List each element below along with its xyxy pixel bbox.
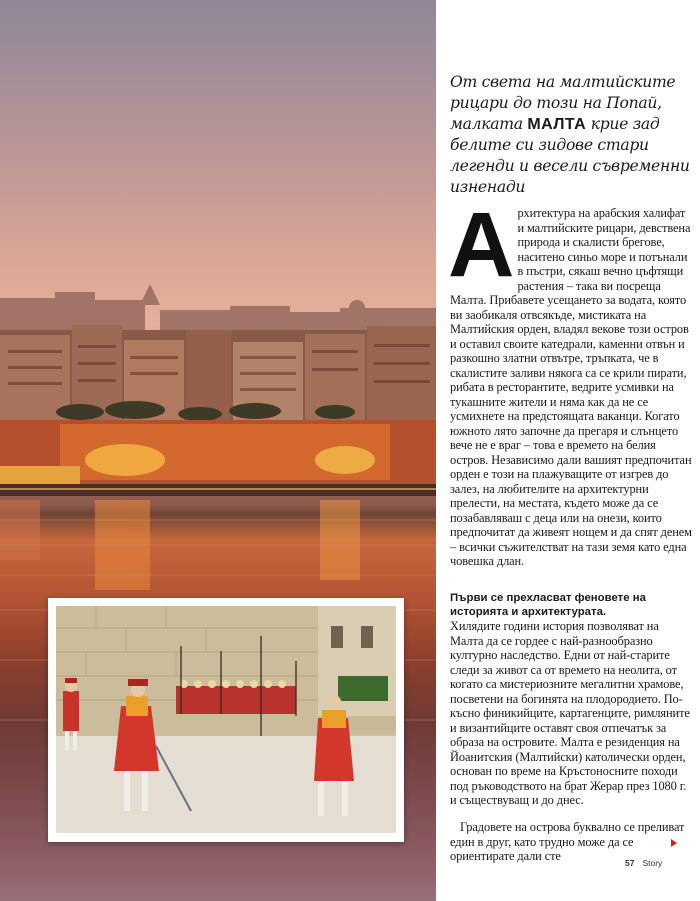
intro-text-end: крие зад белите си зидове стари легенди и весели съвременни изненади	[450, 115, 690, 196]
paragraph-1-text: рхитектура на арабския халифат и малтийските рицари, девствена природа и скалисти брегове, наситено синьо море и потънали в пъстри, сякаш вечно цъфтящи растения – така ви посреща Малта. Прибавете усещането за водата, която ви заобикаля отвсякъде, мистиката на Малтийския орден, владял векове този остров и оставил своите катедрали, каменни отвън и разкошно златни отвътре, тръпката, че в скалистите заливи някога са се крили пирати, рибата в ресторантите, ведрите усмивки на тукашните жители и няма как да не се усмихнете на предстоящата ваканци. Когато южното лято започне да прегаря и слънцето вече не е враг – това е времето на белия остров. Независимо дали вашият предпочитан орден е този на плажуващите от изгрев до залез, на любителите на архитектурни прелести, на местата, където може да се позабавляваш с деца или на онези, които предпочитат да живеят нощем и да спят денем – всички съжителстват на тази земя като една човешка длан.	[450, 206, 692, 568]
intro-text-start: От света на малтийските рицари до този на Попай, малката	[450, 73, 676, 133]
article-subheading: Първи се прехласват феновете на историята и архитектурата.	[450, 592, 646, 618]
article-paragraph-3: Градовете на острова буквално се преливат един в друг, като трудно може да се ориентирате дали сте	[450, 820, 685, 863]
section-name: Story	[642, 858, 663, 868]
article-paragraph-1	[448, 194, 694, 569]
page-number: 57	[625, 858, 635, 868]
knights-reenactment-image	[56, 606, 396, 833]
article-paragraph-2: Хилядите години история позволяват на Малта да се гордее с най-разнообразно културно наследство. Едни от най-старите следи за живот са от времето на неолита, от когато са мистериозните мегалитни храмове, посветени на богинята на плодородието. По-късно финикийците, картагенците, римляните и византийците оставят своя отпечатък за образа на островите. Малта е резиденция на Йоанитския (Малтийски) католически орден, основан по време на Кръстоносните походи под ръководството на брат Жерар през 1080 г. и съществуващ и до днес.	[450, 619, 690, 807]
reenactment-illustration	[56, 606, 396, 833]
continue-arrow-icon	[671, 839, 677, 847]
intro-deck	[450, 72, 695, 198]
knights-reenactment-photo	[48, 598, 404, 842]
intro-highlight-malta: МАЛТА	[527, 116, 587, 133]
drop-cap: А	[448, 194, 512, 296]
page-footer	[625, 858, 662, 868]
